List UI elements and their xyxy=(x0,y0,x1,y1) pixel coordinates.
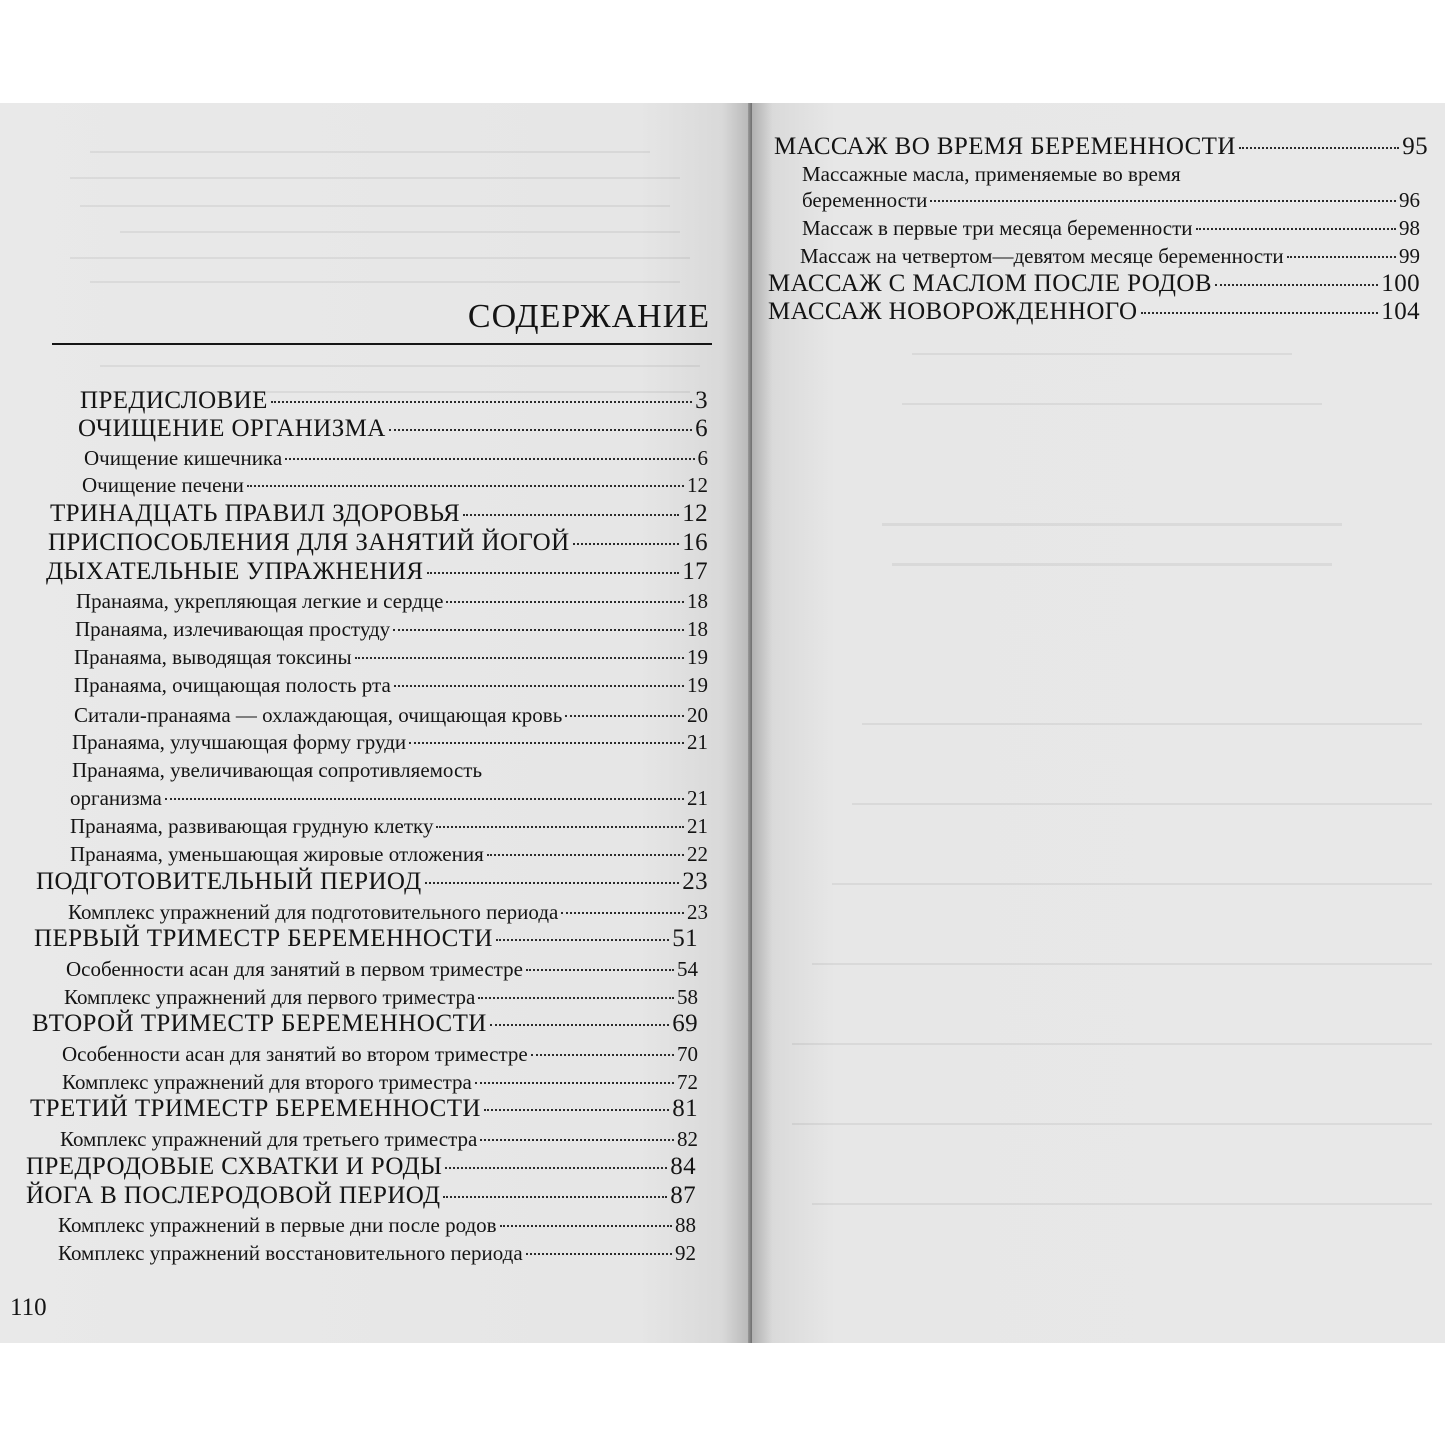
toc-entry-title: Комплекс упражнений в первые дни после родов xyxy=(58,1213,497,1237)
toc-entry-page: 72 xyxy=(677,1070,698,1094)
toc-entry-page: 6 xyxy=(695,415,708,442)
dot-leader xyxy=(285,458,694,460)
toc-entry-title: Пранаяма, уменьшающая жировые отложения xyxy=(70,842,484,866)
toc-subentry[interactable] xyxy=(802,185,1420,215)
dot-leader xyxy=(446,601,684,603)
toc-entry-title: Комплекс упражнений для третьего триместра xyxy=(60,1127,478,1151)
toc-entry-title: ПРЕДИСЛОВИЕ xyxy=(80,387,268,414)
dot-leader xyxy=(445,1167,667,1169)
toc-entry-title: Комплекс упражнений для второго триместра xyxy=(62,1070,472,1094)
dot-leader xyxy=(526,1253,672,1255)
toc-entry-title: ЙОГА В ПОСЛЕРОДОВОЙ ПЕРИОД xyxy=(26,1182,441,1209)
dot-leader xyxy=(165,798,684,800)
toc-entry[interactable] xyxy=(36,867,708,897)
toc-subentry[interactable] xyxy=(74,700,708,730)
toc-entry-title: МАССАЖ С МАСЛОМ ПОСЛЕ РОДОВ xyxy=(768,270,1212,297)
toc-subentry[interactable] xyxy=(82,470,708,500)
toc-entry-page: 69 xyxy=(672,1010,698,1037)
toc-entry-page: 19 xyxy=(687,673,708,697)
toc-entry-title: Ситали-пранаяма — охлаждающая, очищающая кровь xyxy=(74,703,563,727)
toc-entry-title: ПРЕДРОДОВЫЕ СХВАТКИ И РОДЫ xyxy=(26,1153,443,1180)
toc-entry-title: Пранаяма, развивающая грудную клетку xyxy=(70,814,434,838)
toc-entry-page: 92 xyxy=(675,1241,696,1265)
toc-subentry[interactable] xyxy=(60,1124,698,1154)
toc-subentry[interactable] xyxy=(58,1238,696,1268)
dot-leader xyxy=(475,1082,674,1084)
toc-subentry-first-line: Пранаяма, увеличивающая сопротивляемость xyxy=(72,758,483,782)
toc-subentry[interactable] xyxy=(75,614,708,644)
toc-entry-page: 22 xyxy=(687,842,708,866)
dot-leader xyxy=(478,997,674,999)
left-page xyxy=(0,103,752,1343)
toc-entry-title: Массаж на четвертом—девятом месяце беременности xyxy=(800,244,1284,268)
toc-entry-title: ДЫХАТЕЛЬНЫЕ УПРАЖНЕНИЯ xyxy=(46,558,424,585)
toc-entry-page: 21 xyxy=(687,814,708,838)
toc-subentry[interactable] xyxy=(58,1210,696,1240)
toc-entry-page: 18 xyxy=(687,617,708,641)
toc-entry-title: МАССАЖ НОВОРОЖДЕННОГО xyxy=(768,298,1138,325)
toc-entry-page: 51 xyxy=(672,925,698,952)
dot-leader xyxy=(355,657,684,659)
toc-entry-page: 58 xyxy=(677,985,698,1009)
toc-entry-title: Массаж в первые три месяца беременности xyxy=(802,216,1193,240)
toc-entry-page: 18 xyxy=(687,589,708,613)
dot-leader xyxy=(409,742,684,744)
toc-entry-page: 21 xyxy=(687,786,708,810)
toc-entry-page: 54 xyxy=(677,957,698,981)
dot-leader xyxy=(500,1225,672,1227)
dot-leader xyxy=(1141,312,1379,314)
toc-entry[interactable] xyxy=(26,1181,696,1211)
toc-entry-page: 104 xyxy=(1381,298,1420,325)
toc-entry-title: организма xyxy=(70,786,162,810)
toc-entry[interactable] xyxy=(768,269,1420,299)
toc-entry-page: 19 xyxy=(687,645,708,669)
toc-subentry[interactable] xyxy=(70,839,708,869)
title-rule xyxy=(52,343,712,345)
dot-leader xyxy=(271,401,692,403)
toc-entry-page: 98 xyxy=(1399,216,1420,240)
dot-leader xyxy=(247,485,684,487)
toc-entry-page: 84 xyxy=(670,1153,696,1180)
dot-leader xyxy=(1239,147,1399,149)
dot-leader xyxy=(394,685,684,687)
toc-subentry[interactable] xyxy=(72,727,708,757)
dot-leader xyxy=(930,200,1396,202)
toc-subentry[interactable] xyxy=(64,982,698,1012)
toc-entry-title: Комплекс упражнений для подготовительного периода xyxy=(68,900,559,924)
toc-subentry[interactable] xyxy=(800,241,1420,271)
toc-entry-title: МАССАЖ ВО ВРЕМЯ БЕРЕМЕННОСТИ xyxy=(774,133,1236,160)
toc-subentry[interactable] xyxy=(68,897,708,927)
toc-entry-title: Комплекс упражнений для первого триместра xyxy=(64,985,476,1009)
dot-leader xyxy=(561,912,684,914)
toc-entry-page: 17 xyxy=(682,558,708,585)
dot-leader xyxy=(565,715,684,717)
toc-entry[interactable] xyxy=(32,1009,698,1039)
toc-entry-page: 81 xyxy=(672,1095,698,1122)
toc-entry-title: Очищение кишечника xyxy=(84,446,283,470)
dot-leader xyxy=(526,969,674,971)
toc-subentry[interactable] xyxy=(76,586,708,616)
dot-leader xyxy=(393,629,684,631)
toc-entry-title: ПЕРВЫЙ ТРИМЕСТР БЕРЕМЕННОСТИ xyxy=(34,925,493,952)
dot-leader xyxy=(1196,228,1396,230)
toc-entry-page: 12 xyxy=(687,473,708,497)
toc-subentry[interactable] xyxy=(70,783,708,813)
toc-subentry[interactable] xyxy=(74,642,708,672)
toc-entry[interactable] xyxy=(78,414,708,444)
dot-leader xyxy=(480,1139,674,1141)
dot-leader xyxy=(425,882,680,884)
toc-subentry[interactable] xyxy=(74,670,708,700)
toc-subentry[interactable] xyxy=(62,1067,698,1097)
toc-entry-title: ВТОРОЙ ТРИМЕСТР БЕРЕМЕННОСТИ xyxy=(32,1010,487,1037)
toc-entry-title: Особенности асан для занятий в первом триместре xyxy=(66,957,523,981)
toc-entry[interactable] xyxy=(46,557,708,587)
toc-entry-title: Пранаяма, излечивающая простуду xyxy=(75,617,391,641)
dot-leader xyxy=(427,572,680,574)
toc-entry-page: 12 xyxy=(682,500,708,527)
toc-entry-title: ОЧИЩЕНИЕ ОРГАНИЗМА xyxy=(78,415,386,442)
toc-entry-title: Пранаяма, выводящая токсины xyxy=(74,645,352,669)
toc-entry[interactable] xyxy=(768,297,1420,327)
toc-subentry[interactable] xyxy=(84,443,708,473)
toc-entry-page: 87 xyxy=(670,1182,696,1209)
dot-leader xyxy=(443,1196,667,1198)
dot-leader xyxy=(531,1054,674,1056)
toc-subentry[interactable] xyxy=(802,213,1420,243)
dot-leader xyxy=(1215,284,1378,286)
toc-entry[interactable] xyxy=(80,386,708,416)
toc-entry[interactable] xyxy=(774,132,1428,162)
toc-entry-page: 6 xyxy=(697,446,708,470)
toc-entry-page: 96 xyxy=(1399,188,1420,212)
dot-leader xyxy=(487,854,684,856)
toc-entry-page: 23 xyxy=(687,900,708,924)
toc-entry-page: 70 xyxy=(677,1042,698,1066)
toc-entry-page: 99 xyxy=(1399,244,1420,268)
toc-entry-page: 100 xyxy=(1381,270,1420,297)
dot-leader xyxy=(496,939,669,941)
toc-entry-title: Пранаяма, улучшающая форму груди xyxy=(72,730,407,754)
toc-entry-title: Пранаяма, очищающая полость рта xyxy=(74,673,391,697)
toc-entry[interactable] xyxy=(26,1152,696,1182)
toc-subentry[interactable] xyxy=(62,1039,698,1069)
toc-entry[interactable] xyxy=(30,1094,698,1124)
dot-leader xyxy=(463,514,679,516)
toc-entry-title: Очищение печени xyxy=(82,473,244,497)
toc-entry-title: ПОДГОТОВИТЕЛЬНЫЙ ПЕРИОД xyxy=(36,868,422,895)
toc-entry-page: 16 xyxy=(682,529,708,556)
toc-subentry[interactable] xyxy=(66,954,698,984)
toc-entry-title: Особенности асан для занятий во втором триместре xyxy=(62,1042,528,1066)
page-number: 110 xyxy=(10,1294,47,1321)
toc-entry-page: 95 xyxy=(1402,133,1428,160)
toc-entry-page: 82 xyxy=(677,1127,698,1151)
toc-entry-title: ТРЕТИЙ ТРИМЕСТР БЕРЕМЕННОСТИ xyxy=(30,1095,481,1122)
toc-entry-title: Комплекс упражнений восстановительного периода xyxy=(58,1241,523,1265)
toc-entry[interactable] xyxy=(50,499,708,529)
right-page xyxy=(752,103,1445,1343)
toc-entry-title: ПРИСПОСОБЛЕНИЯ ДЛЯ ЗАНЯТИЙ ЙОГОЙ xyxy=(48,529,570,556)
dot-leader xyxy=(490,1024,669,1026)
toc-subentry[interactable] xyxy=(70,811,708,841)
toc-entry[interactable] xyxy=(34,924,698,954)
contents-title: СОДЕРЖАНИЕ xyxy=(467,298,710,335)
dot-leader xyxy=(1287,256,1396,258)
toc-entry[interactable] xyxy=(48,528,708,558)
toc-subentry-first-line: Массажные масла, применяемые во время xyxy=(802,162,1181,186)
dot-leader xyxy=(484,1109,669,1111)
toc-entry-title: ТРИНАДЦАТЬ ПРАВИЛ ЗДОРОВЬЯ xyxy=(50,500,461,527)
book-spread xyxy=(0,103,1445,1343)
toc-entry-page: 3 xyxy=(695,387,708,414)
toc-entry-title: беременности xyxy=(802,188,928,212)
toc-entry-page: 21 xyxy=(687,730,708,754)
toc-entry-title: Пранаяма, укрепляющая легкие и сердце xyxy=(76,589,444,613)
dot-leader xyxy=(436,826,684,828)
toc-entry-page: 88 xyxy=(675,1213,696,1237)
dot-leader xyxy=(573,543,680,545)
dot-leader xyxy=(389,429,692,431)
toc-entry-page: 23 xyxy=(682,868,708,895)
toc-entry-page: 20 xyxy=(687,703,708,727)
